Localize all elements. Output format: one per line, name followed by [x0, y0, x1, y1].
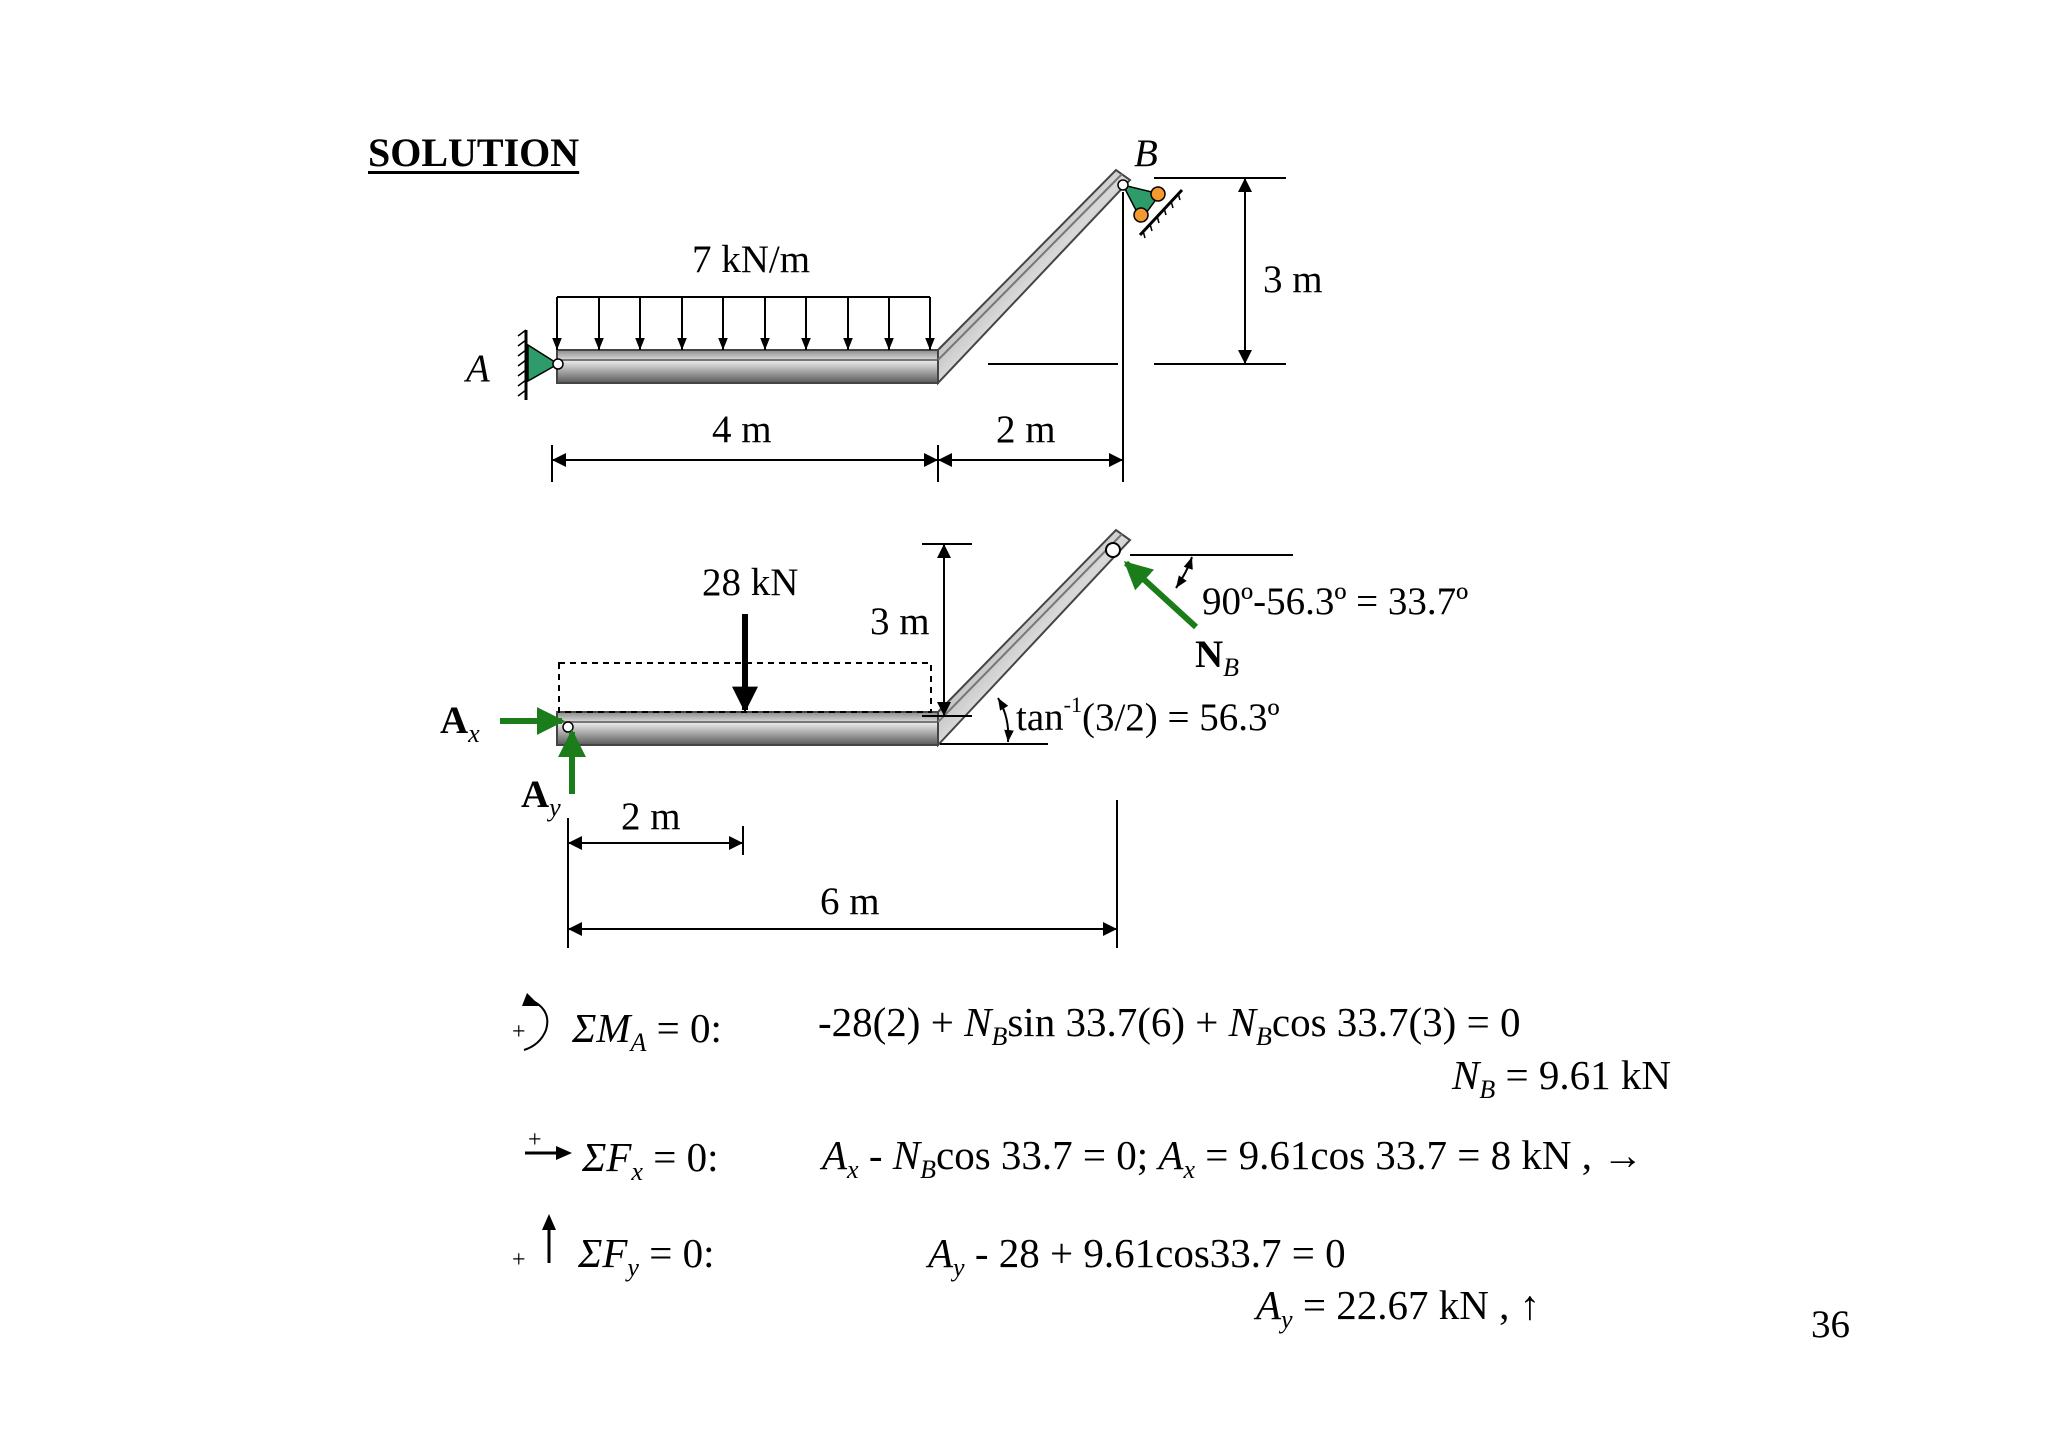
page-number: 36 — [1811, 1303, 1850, 1346]
x-force-equation-rhs: $A_x - N_B\cos$ 33.7 = 0; $A_x = 9.61\cos$ 33.7 = 8 kN , → — [822, 1132, 1644, 1184]
angle-top-label: 90º-56.3º = 33.7º — [1202, 580, 1469, 623]
figure1-dimensions — [552, 178, 1286, 482]
label-b: B — [1134, 132, 1158, 175]
label-a: A — [466, 347, 490, 390]
y-force-equation-lhs: $\Sigma F_y = 0$: — [578, 1230, 715, 1282]
short-span-label: 2 m — [621, 795, 681, 838]
y-force-equation-rhs: $A_y - 28 + 9.61\cos 33.7 = 0$ — [928, 1230, 1346, 1282]
moment-sign-plus: + — [512, 1019, 526, 1045]
distributed-load-label: 7 kN/m — [692, 238, 811, 281]
resultant-force-label: 28 kN — [702, 561, 799, 604]
ax-label: $A_x$ — [440, 699, 480, 748]
x-force-equation-lhs: $\Sigma F_x = 0$: — [582, 1134, 719, 1186]
moment-equation-result: $N_B = 9.61$ kN — [1452, 1052, 1671, 1104]
long-span-label: 6 m — [820, 880, 880, 923]
fbd-height-label: 3 m — [870, 600, 930, 643]
y-sign-plus: + — [512, 1247, 526, 1273]
figure1-beam — [557, 170, 1130, 383]
left-span-label: 4 m — [712, 408, 772, 451]
right-span-label: 2 m — [996, 408, 1056, 451]
y-force-equation-result: $A_y = 22.67$ kN , ↑ — [1256, 1282, 1541, 1334]
nb-label: $N_B$ — [1195, 633, 1240, 682]
moment-equation-rhs: $-28(2) + N_B\sin$ $33.7(6) + N_B\cos$ 33.7(3) = 0 — [818, 999, 1521, 1051]
roller-support-b — [1118, 180, 1182, 238]
angle-bottom-label: $\tan^{-1}(3/2)$ = 56.3º — [1016, 692, 1280, 739]
height-dimension-label: 3 m — [1263, 258, 1323, 301]
solution-heading: SOLUTION — [368, 130, 580, 175]
x-sign-plus: + — [528, 1127, 542, 1153]
moment-sign-icon — [522, 993, 547, 1050]
ay-label: $A_y$ — [521, 773, 561, 822]
y-direction-sign-icon — [542, 1214, 556, 1263]
moment-equation-lhs: $\Sigma M_A = 0$: — [572, 1005, 722, 1057]
distributed-load — [557, 297, 930, 350]
